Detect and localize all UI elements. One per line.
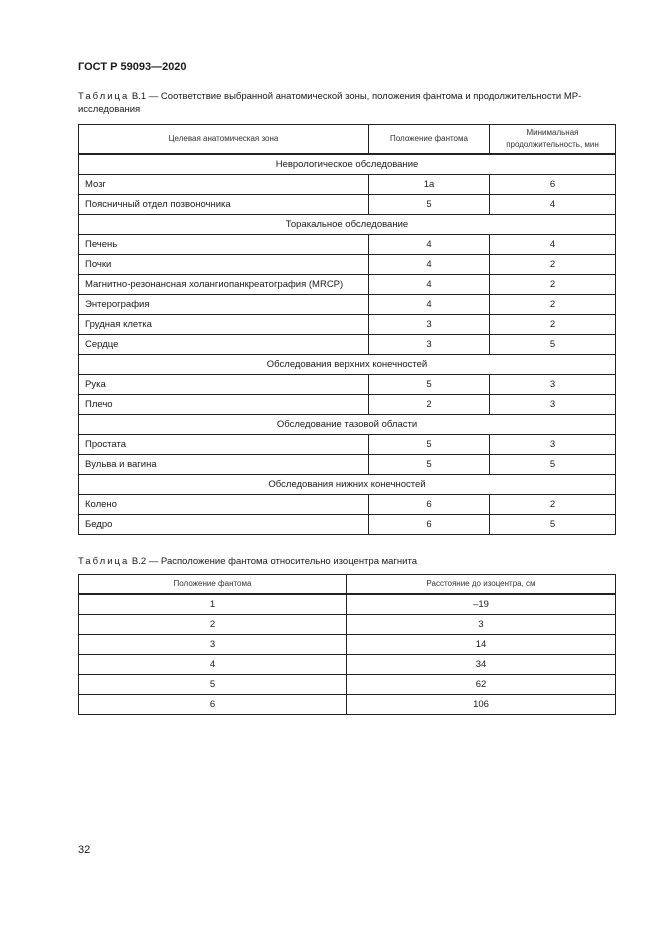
position-cell: 5 [369, 455, 490, 475]
position-cell: 3 [369, 315, 490, 335]
position-cell: 6 [369, 495, 490, 515]
zone-cell: Плечо [79, 395, 369, 415]
duration-cell: 5 [490, 515, 616, 535]
section-row [79, 415, 616, 435]
section-row [79, 355, 616, 375]
table1-header-row [79, 125, 616, 155]
table2-caption-text: В.2 — Расположение фантома относительно изоцентра магнита [131, 556, 417, 567]
duration-cell: 3 [490, 435, 616, 455]
table1-caption [78, 90, 618, 116]
distance-cell: 3 [347, 615, 616, 635]
position-cell: 2 [79, 615, 347, 635]
duration-cell: 6 [490, 175, 616, 195]
duration-cell: 2 [490, 315, 616, 335]
section-title: Обследования нижних конечностей [79, 475, 616, 495]
position-cell: 4 [369, 295, 490, 315]
table-row [79, 255, 616, 275]
table1 [78, 124, 616, 535]
table-row [79, 635, 616, 655]
zone-cell: Грудная клетка [79, 315, 369, 335]
position-cell: 2 [369, 395, 490, 415]
table-row [79, 695, 616, 715]
table-row [79, 395, 616, 415]
zone-cell: Почки [79, 255, 369, 275]
table2-header-position: Положение фантома [79, 575, 347, 595]
duration-cell: 5 [490, 335, 616, 355]
position-cell: 5 [369, 435, 490, 455]
zone-cell: Поясничный отдел позвоночника [79, 195, 369, 215]
position-cell: 6 [369, 515, 490, 535]
table-row [79, 315, 616, 335]
section-title: Обследование тазовой области [79, 415, 616, 435]
duration-cell: 3 [490, 375, 616, 395]
distance-cell: –19 [347, 594, 616, 615]
zone-cell: Рука [79, 375, 369, 395]
section-title: Обследования верхних конечностей [79, 355, 616, 375]
table2-caption [78, 555, 417, 568]
position-cell: 5 [369, 375, 490, 395]
duration-cell: 3 [490, 395, 616, 415]
table-row [79, 375, 616, 395]
position-cell: 6 [79, 695, 347, 715]
table-row [79, 655, 616, 675]
table-row [79, 675, 616, 695]
distance-cell: 14 [347, 635, 616, 655]
table1-header-duration: Минимальная продолжительность, мин [490, 125, 616, 155]
distance-cell: 106 [347, 695, 616, 715]
zone-cell: Печень [79, 235, 369, 255]
distance-cell: 62 [347, 675, 616, 695]
section-row [79, 215, 616, 235]
zone-cell: Вульва и вагина [79, 455, 369, 475]
table2-header-distance: Расстояние до изоцентра, см [347, 575, 616, 595]
position-cell: 4 [369, 235, 490, 255]
position-cell: 5 [79, 675, 347, 695]
duration-cell: 5 [490, 455, 616, 475]
table-row [79, 495, 616, 515]
table-row [79, 455, 616, 475]
table-row [79, 615, 616, 635]
position-cell: 4 [369, 255, 490, 275]
standard-code: ГОСТ Р 59093—2020 [78, 61, 187, 73]
table-row [79, 175, 616, 195]
zone-cell: Мозг [79, 175, 369, 195]
table2 [78, 574, 616, 715]
table1-header-position: Положение фантома [369, 125, 490, 155]
section-row [79, 154, 616, 175]
duration-cell: 4 [490, 235, 616, 255]
duration-cell: 2 [490, 495, 616, 515]
table-row [79, 295, 616, 315]
section-row [79, 475, 616, 495]
zone-cell: Магнитно-резонансная холангиопанкреатография (MRCP) [79, 275, 369, 295]
section-title: Неврологическое обследование [79, 154, 616, 175]
duration-cell: 2 [490, 275, 616, 295]
table1-caption-text: В.1 — Соответствие выбранной анатомической зоны, положения фантома и продолжительности МР-исследования [78, 91, 582, 115]
table1-label: Таблица [78, 91, 130, 102]
page-number: 32 [78, 844, 91, 856]
zone-cell: Бедро [79, 515, 369, 535]
zone-cell: Сердце [79, 335, 369, 355]
position-cell: 3 [369, 335, 490, 355]
table-row [79, 275, 616, 295]
duration-cell: 4 [490, 195, 616, 215]
table-row [79, 435, 616, 455]
table-row [79, 195, 616, 215]
table1-header-zone: Целевая анатомическая зона [79, 125, 369, 155]
table2-header-row [79, 575, 616, 595]
position-cell: 3 [79, 635, 347, 655]
zone-cell: Энтерография [79, 295, 369, 315]
duration-cell: 2 [490, 295, 616, 315]
table-row [79, 335, 616, 355]
table2-label: Таблица [78, 556, 130, 567]
zone-cell: Простата [79, 435, 369, 455]
table-row [79, 594, 616, 615]
zone-cell: Колено [79, 495, 369, 515]
position-cell: 5 [369, 195, 490, 215]
position-cell: 1 [79, 594, 347, 615]
duration-cell: 2 [490, 255, 616, 275]
position-cell: 4 [369, 275, 490, 295]
table-row [79, 515, 616, 535]
table-row [79, 235, 616, 255]
position-cell: 4 [79, 655, 347, 675]
position-cell: 1а [369, 175, 490, 195]
distance-cell: 34 [347, 655, 616, 675]
section-title: Торакальное обследование [79, 215, 616, 235]
